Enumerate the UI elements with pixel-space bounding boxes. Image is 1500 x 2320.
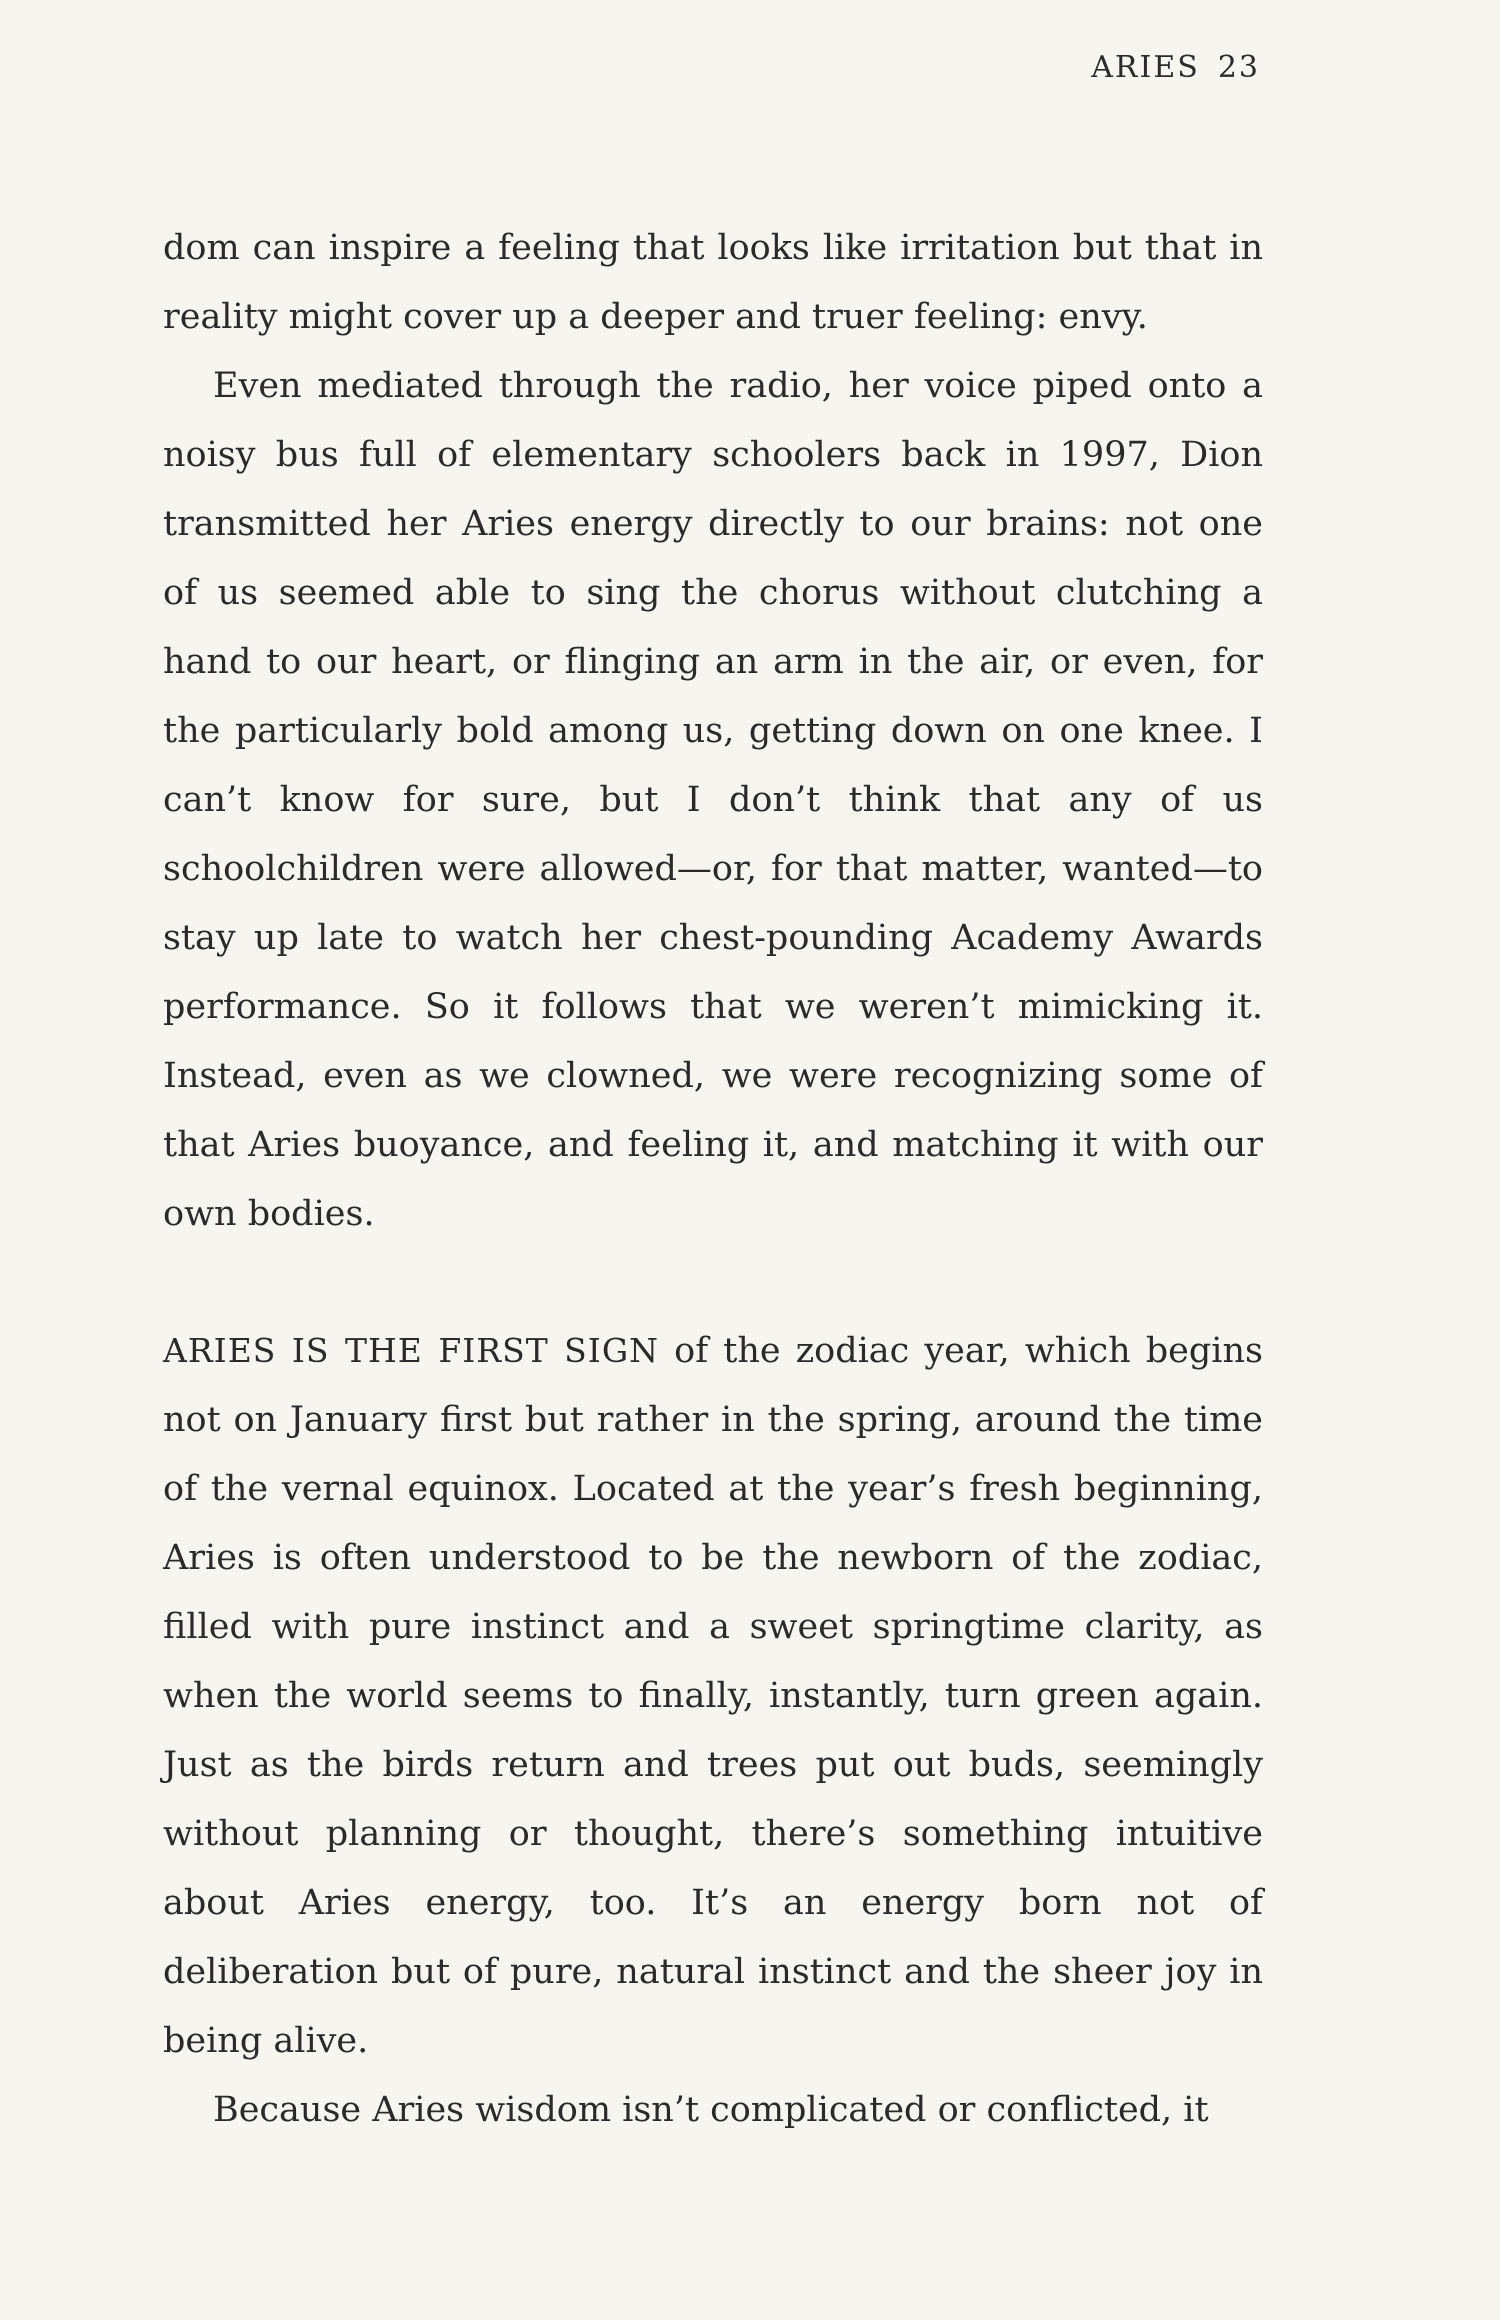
paragraph-aries-wisdom: Because Aries wisdom isn’t complicated or conflicted, it (213, 2090, 1209, 2130)
section-lead: ARIES IS THE FIRST SIGN (163, 1331, 660, 1370)
paragraph-radio: Even mediated through the radio, her voice piped onto a noisy bus full of elementary schoolers back in 1997, Dion transmitted her Aries energy directly to our brains: not one of us seemed able to sing the chorus without clutching a hand to our heart, or flinging an arm in the air, or even, for the particularly bold among us, getting down on one knee. I can’t know for sure, but I don’t think that any of us schoolchildren were allowed—or, for that matter, wanted—to stay up late to watch her chest-pounding Academy Awards performance. So it follows that we weren’t mimicking it. Instead, even as we clowned, we were recognizing some of that Aries buoyance, and feeling it, and matching it with our own bodies. (163, 366, 1263, 1234)
running-title: ARIES (1091, 50, 1200, 85)
section-2 (163, 1316, 1263, 2145)
paragraph-first-sign-text: of the zodiac year, which begins not on January first but rather in the spring, around the time of the vernal equinox. Located at the year’s fresh beginning, Aries is often understood to be the newborn of the zodiac, filled with pure instinct and a sweet springtime clarity, as when the world seems to finally, instantly, turn green again. Just as the birds return and trees put out buds, seemingly without planning or thought, there’s something intuitive about Aries energy, too. It’s an energy born not of deliberation but of pure, natural instinct and the sheer joy in being alive. (163, 1331, 1263, 2061)
section-1 (163, 214, 1263, 1249)
running-head (1040, 50, 1260, 85)
paragraph-first-sign (163, 1316, 1263, 2076)
paragraph-continued: dom can inspire a feeling that looks like irritation but that in reality might cover up a deeper and truer feeling: envy. (163, 228, 1263, 337)
page-number: 23 (1217, 50, 1260, 85)
